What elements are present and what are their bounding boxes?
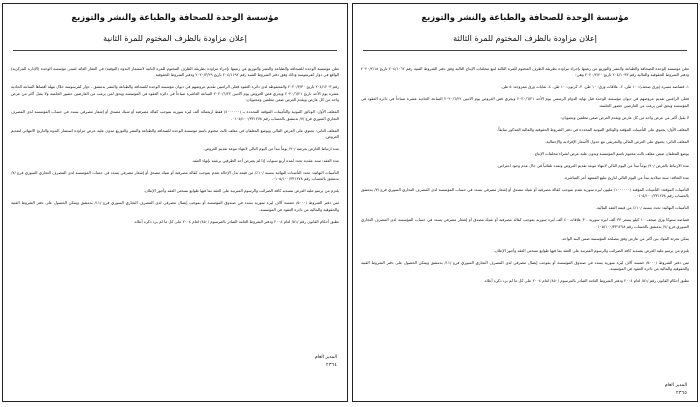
body-paragraph: فعلى الراغبين تقديم عروضهم في ديوان مؤسسة الوحدة قبل نهاية الدوام الرسمي يوم الأحد ٢٠٢٠/٦/٢١ ويجري فض العروض يوم الاثنين ٢٠٢٠/٦/٢٢ الساعة الحادية عشرة صباحاً في دائرة العقود في المؤسسة ويحق لمن يرغب من العارضين حضور الجلسة. (361, 96, 689, 108)
body-paragraph: التأمينات المؤقتة: التأمينات المؤقتة /١٠٠٠٠٠٠/ مليون ليرة سورية تقدم بموجب كفالة مصرفية أو شيك مصدق أو إشعار مصرفي يسدد في حساب المؤسسة لدى المصرف التجاري السوري فرع /٧/ بدمشق بالحساب رقم ٠١٠٥/١٠٠/٣٣١٢٧٨. (361, 186, 690, 199)
body-paragraph: مدة ارتباط العارض بعرضه /٩٠/ يوماً تبدأ من اليوم التالي لانتهاء موعد تقديم العروض. (203, 146, 339, 152)
reference-number: ٢٣٦٤ (325, 363, 337, 368)
body-paragraph: يمكن تجزئة المواد بين أكثر من عارض وفق مصلحة المؤسسة ضمن البند الواحد. (560, 235, 689, 241)
signature-title: المدير العام (664, 383, 687, 388)
body-paragraph: المغلف الأول: يحتوي على التأمينات المؤقتة والوثائق الثبوتية المحددة في دفتر الشروط الحقوقية والمالية المذكور سابقاً. (497, 126, 689, 132)
body-paragraph: يلتزم من يرسو عليه العرض بتسديد كافة الضرائب والرسوم المترتبة على العقد بما فيها طوابع نسختي العقد وأجور الإعلان. (143, 188, 339, 194)
title-divider (13, 50, 337, 51)
body-paragraph: ١- قصاصة مسرة (ورق صحف): ١٠ طن. ٢- علاقات ورق: ١٠ طن. ٣- كرتون: ١٠ طن. ٤- نفايات ورق ممزوجة: ٥ طن. (500, 84, 689, 90)
body-paragraph: مدة العقد: سنة عقدية تجدد لمدة أربع سنوات إذا لم يعترض أحد الطرفين برغبته بإنهاء العقد. (191, 158, 339, 164)
body-paragraph: المغلف الثاني: يحتوي على العرض المالي ويوضع المغلفان في مغلف ثالث مختوم باسم مؤسسة الوحدة للصحافة والطباعة والنشر والتوزيع مدون عليه عرض مزاودة استثمار الندوة والتاريخ الانتهائي لتقديم العروض. (11, 127, 339, 140)
body-paragraph: تعلن مؤسسة الوحدة للصحافة والطباعة والنشر والتوزيع عن رغبتها بإجراء مزاودة بطريقة الظرف المختوم للمرة الثانية لاستثمار الندوة (البوفيه) في العقار العائد لمبنى مؤسسة الوحدة (الإدارة المركزية) الواقع في دوار كفرسوسة وذلك وفق دفتر الشروط الفنية رقم ٢٠٤/١١٩٢ تاريخ ٢٠٢٠/٣/٢٩ ودفتر الشروط الحقوقية (11, 66, 339, 78)
body-paragraph: مدة الارتباط بالعرض /٩٠/ يوماً تبدأ من اليوم التالي لانتهاء موعد تقديم العروض وتمدد تلقائياً في حال عدم وجود اعتراض. (497, 162, 689, 168)
notice-third-round (352, 3, 698, 402)
body-paragraph: تعلن مؤسسة الوحدة للصحافة والطباعة والنشر والتوزيع عن رغبتها بإجراء مزاودة بطريقة الظرف المختوم للمرة الثالثة لبيع مخلفات الإنتاج التالية وفق دفتر الشروط الفنية رقم ٢٠٤/١٠٦٢ تاريخ ٢٠٢٠/٢/١٨ ودفتر الشروط الحقوقية والمالية رقم ٢٠٤/١٠٩٣ تاريخ ٢٠٢٠/٢/٢٠ وهي: (361, 66, 689, 78)
body-paragraph: قصاصة ستوكا ورق صحف ١٠ كيلو بسعر ٣٣ ألف ليرة سورية - ٣ علاقات ٤٠ ألف ليرة سورية بموجب كفالة مصرفية أو شيك مصدق أو إشعار مصرفي يسدد في حساب المؤسسة لدى المصرف التجاري السوري فرع /٧/ بدمشق بالحساب رقم ٠١٠٥/١٠٠/٣٣١٢٧٨. (361, 217, 689, 229)
notice-header: مؤسسة الوحدة للصحافة والطباعة والنشر والتوزيع (421, 12, 629, 22)
body-paragraph: تطبق أحكام القانون رقم /٥١/ لعام ٢٠٠٤ ودفتر الشروط العامة الصادر بالمرسوم /٤٥٠/ لعام ٢٠٠٤ على كل ما لم يرد ذكره أعلاه. (483, 278, 689, 284)
notice-body (361, 66, 689, 290)
body-paragraph: يوضع المغلفان ضمن مغلف ثالث مختوم باسم المؤسسة ويدون عليه عرض لشراء مخلفات الإنتاج. (533, 150, 689, 156)
title-divider (363, 50, 687, 51)
notice-second-round (2, 3, 348, 402)
notice-title: إعلان مزاودة بالظرف المختوم للمرة الثانية (103, 33, 247, 43)
body-paragraph: ثمن دفتر الشروط /٥٠٠٠/ خمسة آلاف ليرة سورية يسدد في صندوق المؤسسة أو بموجب إيصال مصرفي لدى المصرف التجاري السوري فرع /١١/ بدمشق ويمكن الحصول على دفتر الشروط الفنية والحقوقية والمالية من دائرة العقود في المؤسسة. (11, 200, 339, 212)
notice-header: مؤسسة الوحدة للصحافة والطباعة والنشر والتوزيع (71, 12, 279, 22)
signature-block (13, 354, 337, 370)
signature-title: المدير العام (314, 355, 337, 360)
body-paragraph: تطبق أحكام القانون رقم /٥١/ لعام ٢٠٠٤ ودفتر الشروط العامة الصادر بالمرسوم /٤٥٠/ لعام ٢٠٠٤ على كل ما لم يرد ذكره أعلاه. (133, 218, 339, 224)
signature-block (363, 382, 687, 398)
reference-number: ٢٣٦٥ (675, 391, 687, 396)
body-paragraph: مدة التعاقد: سنة ميلادية تبدأ من اليوم التالي لتاريخ تبليغ المتعهد أمر المباشرة. (563, 174, 689, 180)
body-paragraph: لا يقبل أكثر من عرض واحد من كل عارض ويقدم العرض ضمن مغلفين ويحتويان: (560, 114, 689, 120)
body-paragraph: ثمن دفتر الشروط /٥٠٠٠/ خمسة آلاف ليرة سورية يسدد في صندوق المؤسسة أو بموجب إيصال مصرفي لدى المصرف التجاري السوري فرع /١١/ بدمشق ويمكن الحصول على دفتر الشروط الفنية والحقوقية والمالية من دائرة العقود في المؤسسة. (361, 259, 689, 272)
body-paragraph: المغلف الأول: الوثائق الثبوتية والتأمينات المؤقتة المحددة بـ /٤٠٠٠٠٠٠/ فقط اربعمائة ألف ليرة سورية بموجب كفالة مصرفية أو شيك مصدق أو إشعار مصرفي يسدد في حساب المؤسسة لدى المصرف التجاري السوري فرع /٧/ بدمشق بالحساب رقم ٠١٠٥/١٠٠/٣٣١٢٧٨. (11, 109, 340, 121)
body-paragraph: التأمينات النهائية: تحدد التأمينات النهائية بنسبة /١٠٪/ من قيمة بدل الإحالة تقدم بموجب كفالة مصرفية أو شيك مصدق أو إشعار مصرفي يسدد في حساب المؤسسة لدى المصرف التجاري السوري فرع /٧/ بدمشق بالحساب رقم ٠١٠٥/١٠٠/٣٣١٢٧٨. (11, 170, 339, 182)
notice-body (11, 66, 339, 231)
body-paragraph: التأمينات النهائية: تحدد بنسبة /١٠٪/ من قيمة العقد المالية. (595, 205, 689, 211)
body-paragraph: رقم ٢٠٤/١٢٠٣ تاريخ ٢٠٢٠/٣/٣٠ والمحفوظة لدى دائرة العقود فعلى الراغبين تقديم عروضهم في ديوان مؤسسة الوحدة للصحافة والطباعة والنشر بدمشق - دوار كفرسوسة خلال مهلة أقصاها الساعة الحادية عشرة يوم الأحد تاريخ ٢٠٢٠/٦/٢١ ويجري فض العروض يوم الاثنين ٢٠٢٠/٦/٢٢ الساعة العاشرة صباحاً في دائرة العقود في المؤسسة ويحق لمن يرغب من العارضين حضور الجلسة ولا يقبل أكثر من عرض واحد من كل عارض ويقدم العرض ضمن مغلفين ومحتويان: (11, 84, 340, 103)
body-paragraph: يلتزم من يرسو عليه العرض بتسديد كافة الضرائب والرسوم المترتبة على العقد بما فيها طوابع نسختي العقد وأجور الإعلان. (493, 247, 689, 253)
notice-title: إعلان مزاودة بالظرف المختوم للمرة الثالثة (453, 33, 597, 43)
body-paragraph: المغلف الثاني: يحتوي على العرض المالي والتعريفي مع جدول الأسعار الإفرادية والإجمالية. (545, 138, 689, 144)
